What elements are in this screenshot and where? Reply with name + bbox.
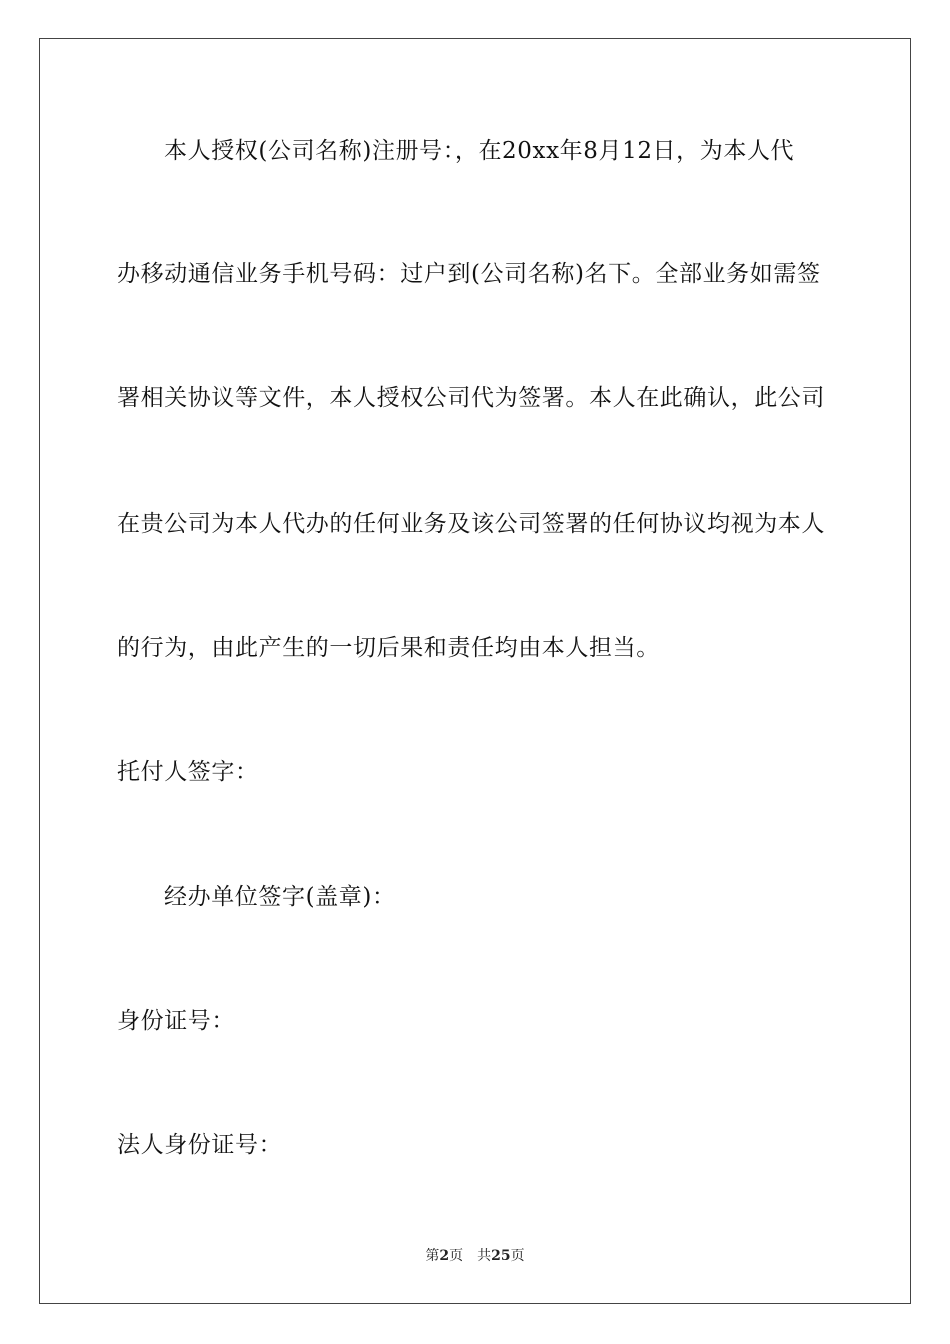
paragraph-line-5: 的行为，由此产生的一切后果和责任均由本人担当。 [117, 635, 660, 661]
principal-signature-field: 托付人签字： [117, 759, 259, 785]
page-border [39, 38, 911, 1304]
total-pages: 25 [491, 1248, 511, 1264]
agent-signature-field: 经办单位签字(盖章)： [164, 884, 396, 910]
page-number: 2 [439, 1248, 450, 1264]
paragraph-line-3: 署相关协议等文件，本人授权公司代为签署。本人在此确认，此公司 [117, 385, 825, 411]
paragraph-line-4: 在贵公司为本人代办的任何业务及该公司签署的任何协议均视为本人 [117, 511, 825, 537]
total-prefix: 共 [477, 1248, 492, 1264]
paragraph-line-1: 本人授权(公司名称)注册号：，在20xx年8月12日，为本人代 [164, 138, 795, 164]
page-footer [0, 1247, 950, 1265]
total-suffix: 页 [510, 1248, 525, 1264]
page-prefix: 第 [425, 1248, 440, 1264]
paragraph-line-2: 办移动通信业务手机号码：过户到(公司名称)名下。全部业务如需签 [117, 261, 821, 287]
legal-person-id-field: 法人身份证号： [117, 1132, 283, 1158]
page-suffix: 页 [449, 1248, 464, 1264]
id-number-field: 身份证号： [117, 1008, 235, 1034]
